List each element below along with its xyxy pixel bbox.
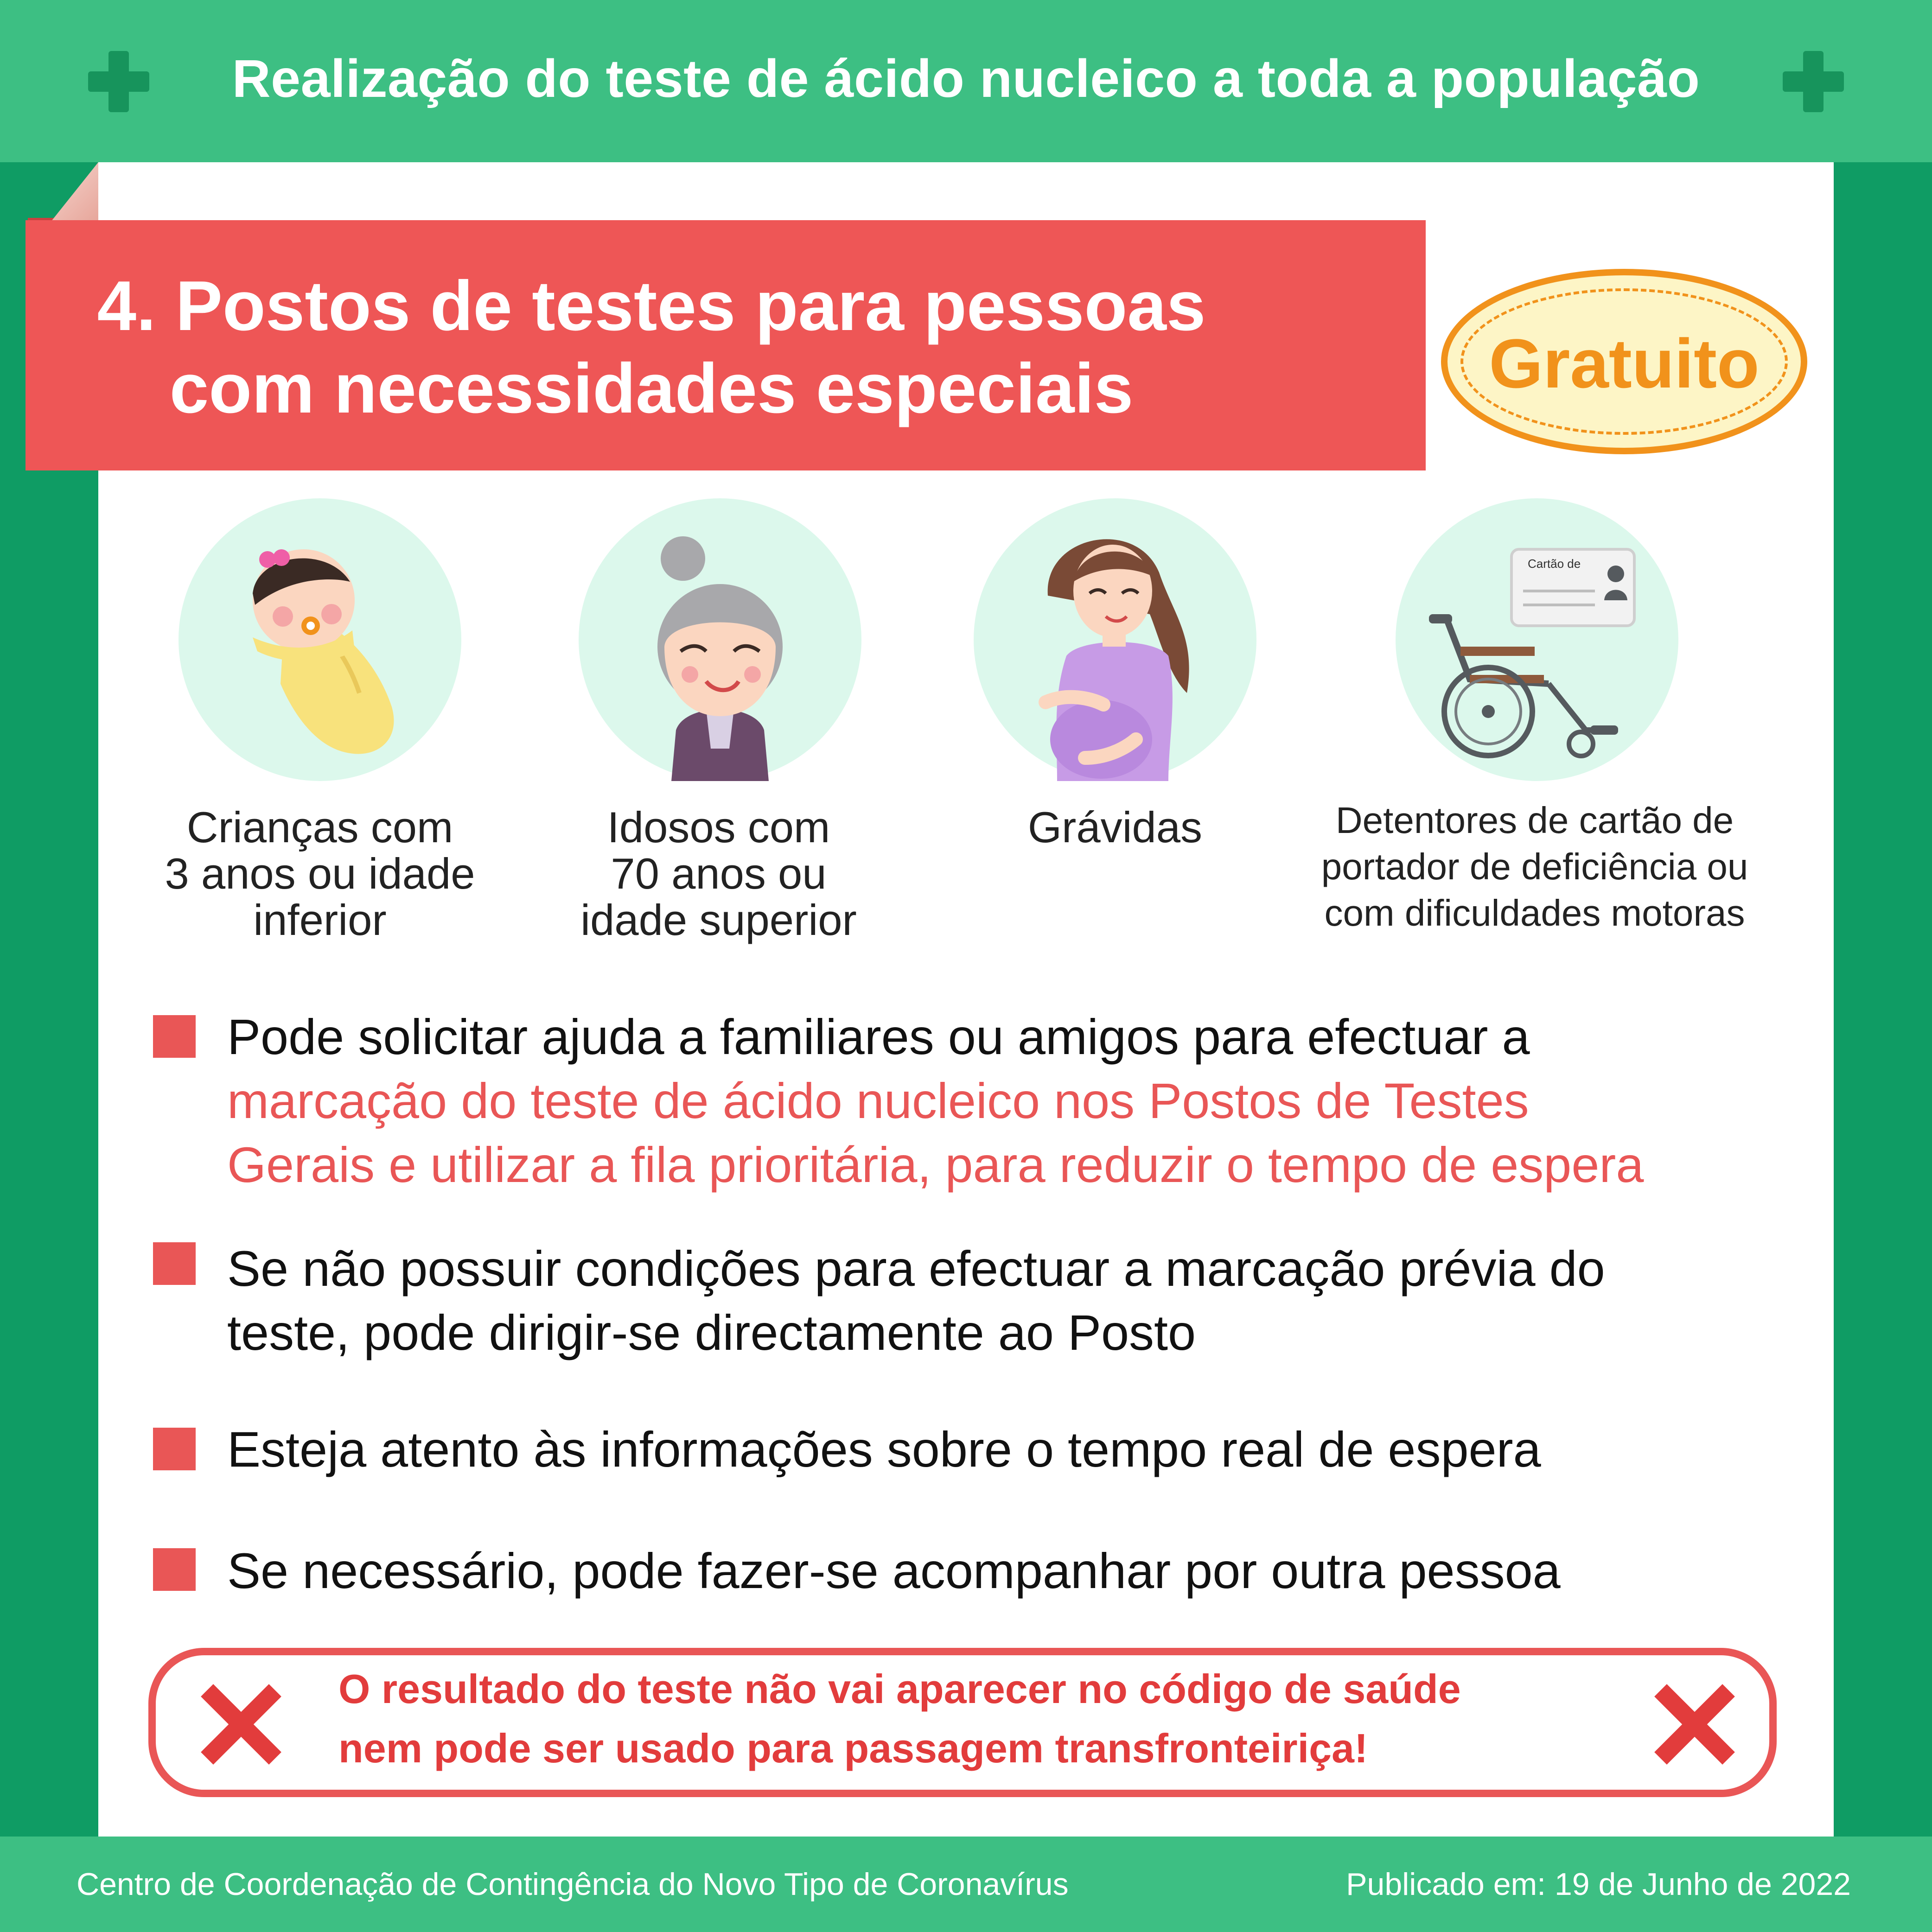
footer-published-date: Publicado em: 19 de Junho de 2022 [1346, 1867, 1851, 1902]
page-title: Realização do teste de ácido nucleico a toda a população [232, 49, 1700, 108]
group-circle-disability [1396, 498, 1678, 781]
caption-disability [1280, 797, 1790, 936]
bullet-highlight-line: Gerais e utilizar a fila prioritária, para reduzir o tempo de espera [227, 1137, 1644, 1193]
caption-line: idade superior [580, 896, 857, 944]
caption-pregnant [927, 804, 1303, 851]
group-circle-children [179, 498, 461, 781]
bullet-line: Pode solicitar ajuda a familiares ou amigos para efectuar a [227, 1009, 1530, 1065]
group-circle-elderly [579, 498, 861, 781]
bullet-text-2 [227, 1237, 1804, 1365]
free-badge [1441, 269, 1807, 454]
page-fold-corner [51, 162, 98, 222]
badge-label: Gratuito [1489, 324, 1760, 402]
bullet-highlight-line: marcação do teste de ácido nucleico nos Postos de Testes [227, 1073, 1529, 1129]
caption-line: 70 anos ou [611, 849, 827, 898]
pregnant-woman-icon [974, 498, 1256, 781]
warning-line-1: O resultado do teste não vai aparecer no código de saúde [338, 1666, 1461, 1712]
section-banner [26, 220, 1426, 470]
group-circle-pregnant [974, 498, 1256, 781]
bullet-square [153, 1428, 196, 1470]
bullet-text-3: Esteja atento às informações sobre o tempo real de espera [227, 1421, 1541, 1477]
section-title-line-2: com necessidades especiais [169, 349, 1134, 428]
caption-line: 3 anos ou idade [165, 849, 475, 898]
plus-icon [1783, 51, 1844, 112]
baby-icon [179, 498, 461, 781]
bullet-square [153, 1242, 196, 1285]
bullet-line: Se não possuir condições para efectuar a marcação prévia do [227, 1240, 1605, 1296]
footer-bar [0, 1837, 1932, 1932]
bullet-square [153, 1015, 196, 1058]
caption-line: com dificuldades motoras [1324, 892, 1745, 934]
bullet-text-4: Se necessário, pode fazer-se acompanhar por outra pessoa [227, 1543, 1561, 1599]
caption-line: Detentores de cartão de [1335, 800, 1734, 841]
caption-line: Crianças com [186, 803, 453, 852]
header-bar [0, 0, 1932, 162]
bullet-text-1 [227, 1005, 1804, 1197]
section-title-line-1: 4. Postos de testes para pessoas [97, 267, 1206, 345]
cross-icon [1653, 1683, 1736, 1766]
elderly-woman-icon [579, 498, 861, 781]
footer-organization: Centro de Coordenação de Contingência do Novo Tipo de Coronavírus [77, 1867, 1069, 1902]
bullet-line: teste, pode dirigir-se directamente ao Posto [227, 1304, 1196, 1360]
caption-children [134, 804, 505, 943]
wheelchair-card-icon [1396, 498, 1678, 781]
bullet-square [153, 1548, 196, 1591]
card-label: Cartão de [1528, 557, 1581, 571]
caption-line: Grávidas [1027, 803, 1203, 852]
cross-icon [199, 1683, 283, 1766]
caption-line: portador de deficiência ou [1321, 846, 1748, 887]
caption-elderly [533, 804, 904, 943]
warning-line-2: nem pode ser usado para passagem transfronteiriça! [338, 1725, 1368, 1771]
caption-line: inferior [253, 896, 387, 944]
caption-line: Idosos com [607, 803, 830, 852]
